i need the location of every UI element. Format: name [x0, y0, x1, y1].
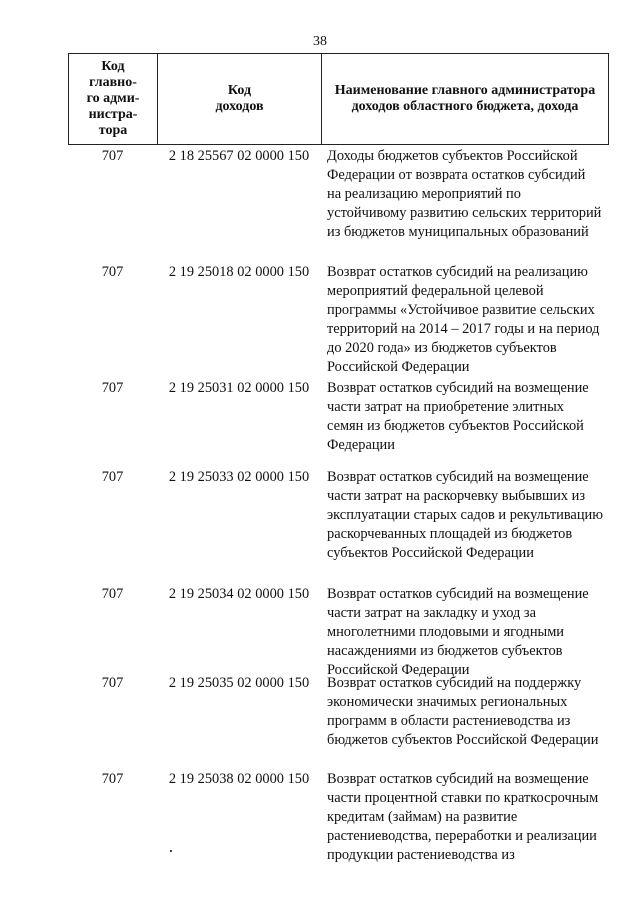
income-code-cell: 2 19 25018 02 0000 150: [168, 264, 310, 280]
header-income-code: Код доходов: [158, 54, 322, 144]
table-body: [68, 147, 609, 865]
table-row: [68, 263, 609, 379]
admin-code-cell: 707: [101, 148, 124, 164]
table-row: [68, 147, 609, 263]
header-admin-code: Код главно- го адми- нистра- тора: [69, 54, 158, 144]
name-cell: Возврат остатков субсидий на поддержку экономически значимых региональных программ в области растениеводства из бюджетов субъектов Российской Федерации: [327, 675, 599, 748]
admin-code-cell: 707: [101, 771, 124, 787]
admin-code-cell: 707: [101, 675, 124, 691]
admin-code-cell: 707: [101, 469, 124, 485]
table-row: [68, 770, 609, 865]
name-cell: Возврат остатков субсидий на возмещение части затрат на закладку и уход за многолетними плодовыми и ягодными насаждениями из бюджетов субъектов Российской Федерации: [327, 586, 589, 678]
scan-speck: [170, 850, 172, 852]
admin-code-cell: 707: [101, 264, 124, 280]
table-row: [68, 379, 609, 468]
admin-code-cell: 707: [101, 380, 124, 396]
income-code-cell: 2 18 25567 02 0000 150: [168, 148, 310, 164]
name-cell: Доходы бюджетов субъектов Российской Федерации от возврата остатков субсидий на реализацию мероприятий по устойчивому развитию сельских территорий из бюджетов муниципальных образований: [327, 148, 602, 240]
income-code-cell: 2 19 25038 02 0000 150: [168, 771, 310, 787]
name-cell: Возврат остатков субсидий на возмещение части затрат на раскорчевку выбывших из эксплуатации старых садов и рекультивацию раскорчеванных площадей из бюджетов субъектов Российской Федерации: [327, 469, 603, 561]
name-cell: Возврат остатков субсидий на реализацию мероприятий федеральной целевой программы «Устойчивое развитие сельских территорий на 2014 – 2017 годы и на период до 2020 года» из бюджетов субъектов Российской Федерации: [327, 264, 600, 375]
table-header: [68, 53, 609, 145]
table-row: [68, 468, 609, 585]
name-cell: Возврат остатков субсидий на возмещение части затрат на приобретение элитных семян из бюджетов субъектов Российской Федерации: [327, 380, 589, 453]
income-code-cell: 2 19 25033 02 0000 150: [168, 469, 310, 485]
page-number: 38: [313, 34, 327, 49]
income-code-cell: 2 19 25031 02 0000 150: [168, 380, 310, 396]
table-row: [68, 585, 609, 678]
header-name: Наименование главного администратора доходов областного бюджета, дохода: [334, 83, 596, 114]
admin-code-cell: 707: [101, 586, 124, 602]
table-row: [68, 674, 609, 770]
income-code-cell: 2 19 25035 02 0000 150: [168, 675, 310, 691]
name-cell: Возврат остатков субсидий на возмещение части процентной ставки по краткосрочным кредитам (займам) на развитие растениеводства, переработки и реализации продукции растениеводства из: [327, 771, 599, 863]
income-code-cell: 2 19 25034 02 0000 150: [168, 586, 310, 602]
